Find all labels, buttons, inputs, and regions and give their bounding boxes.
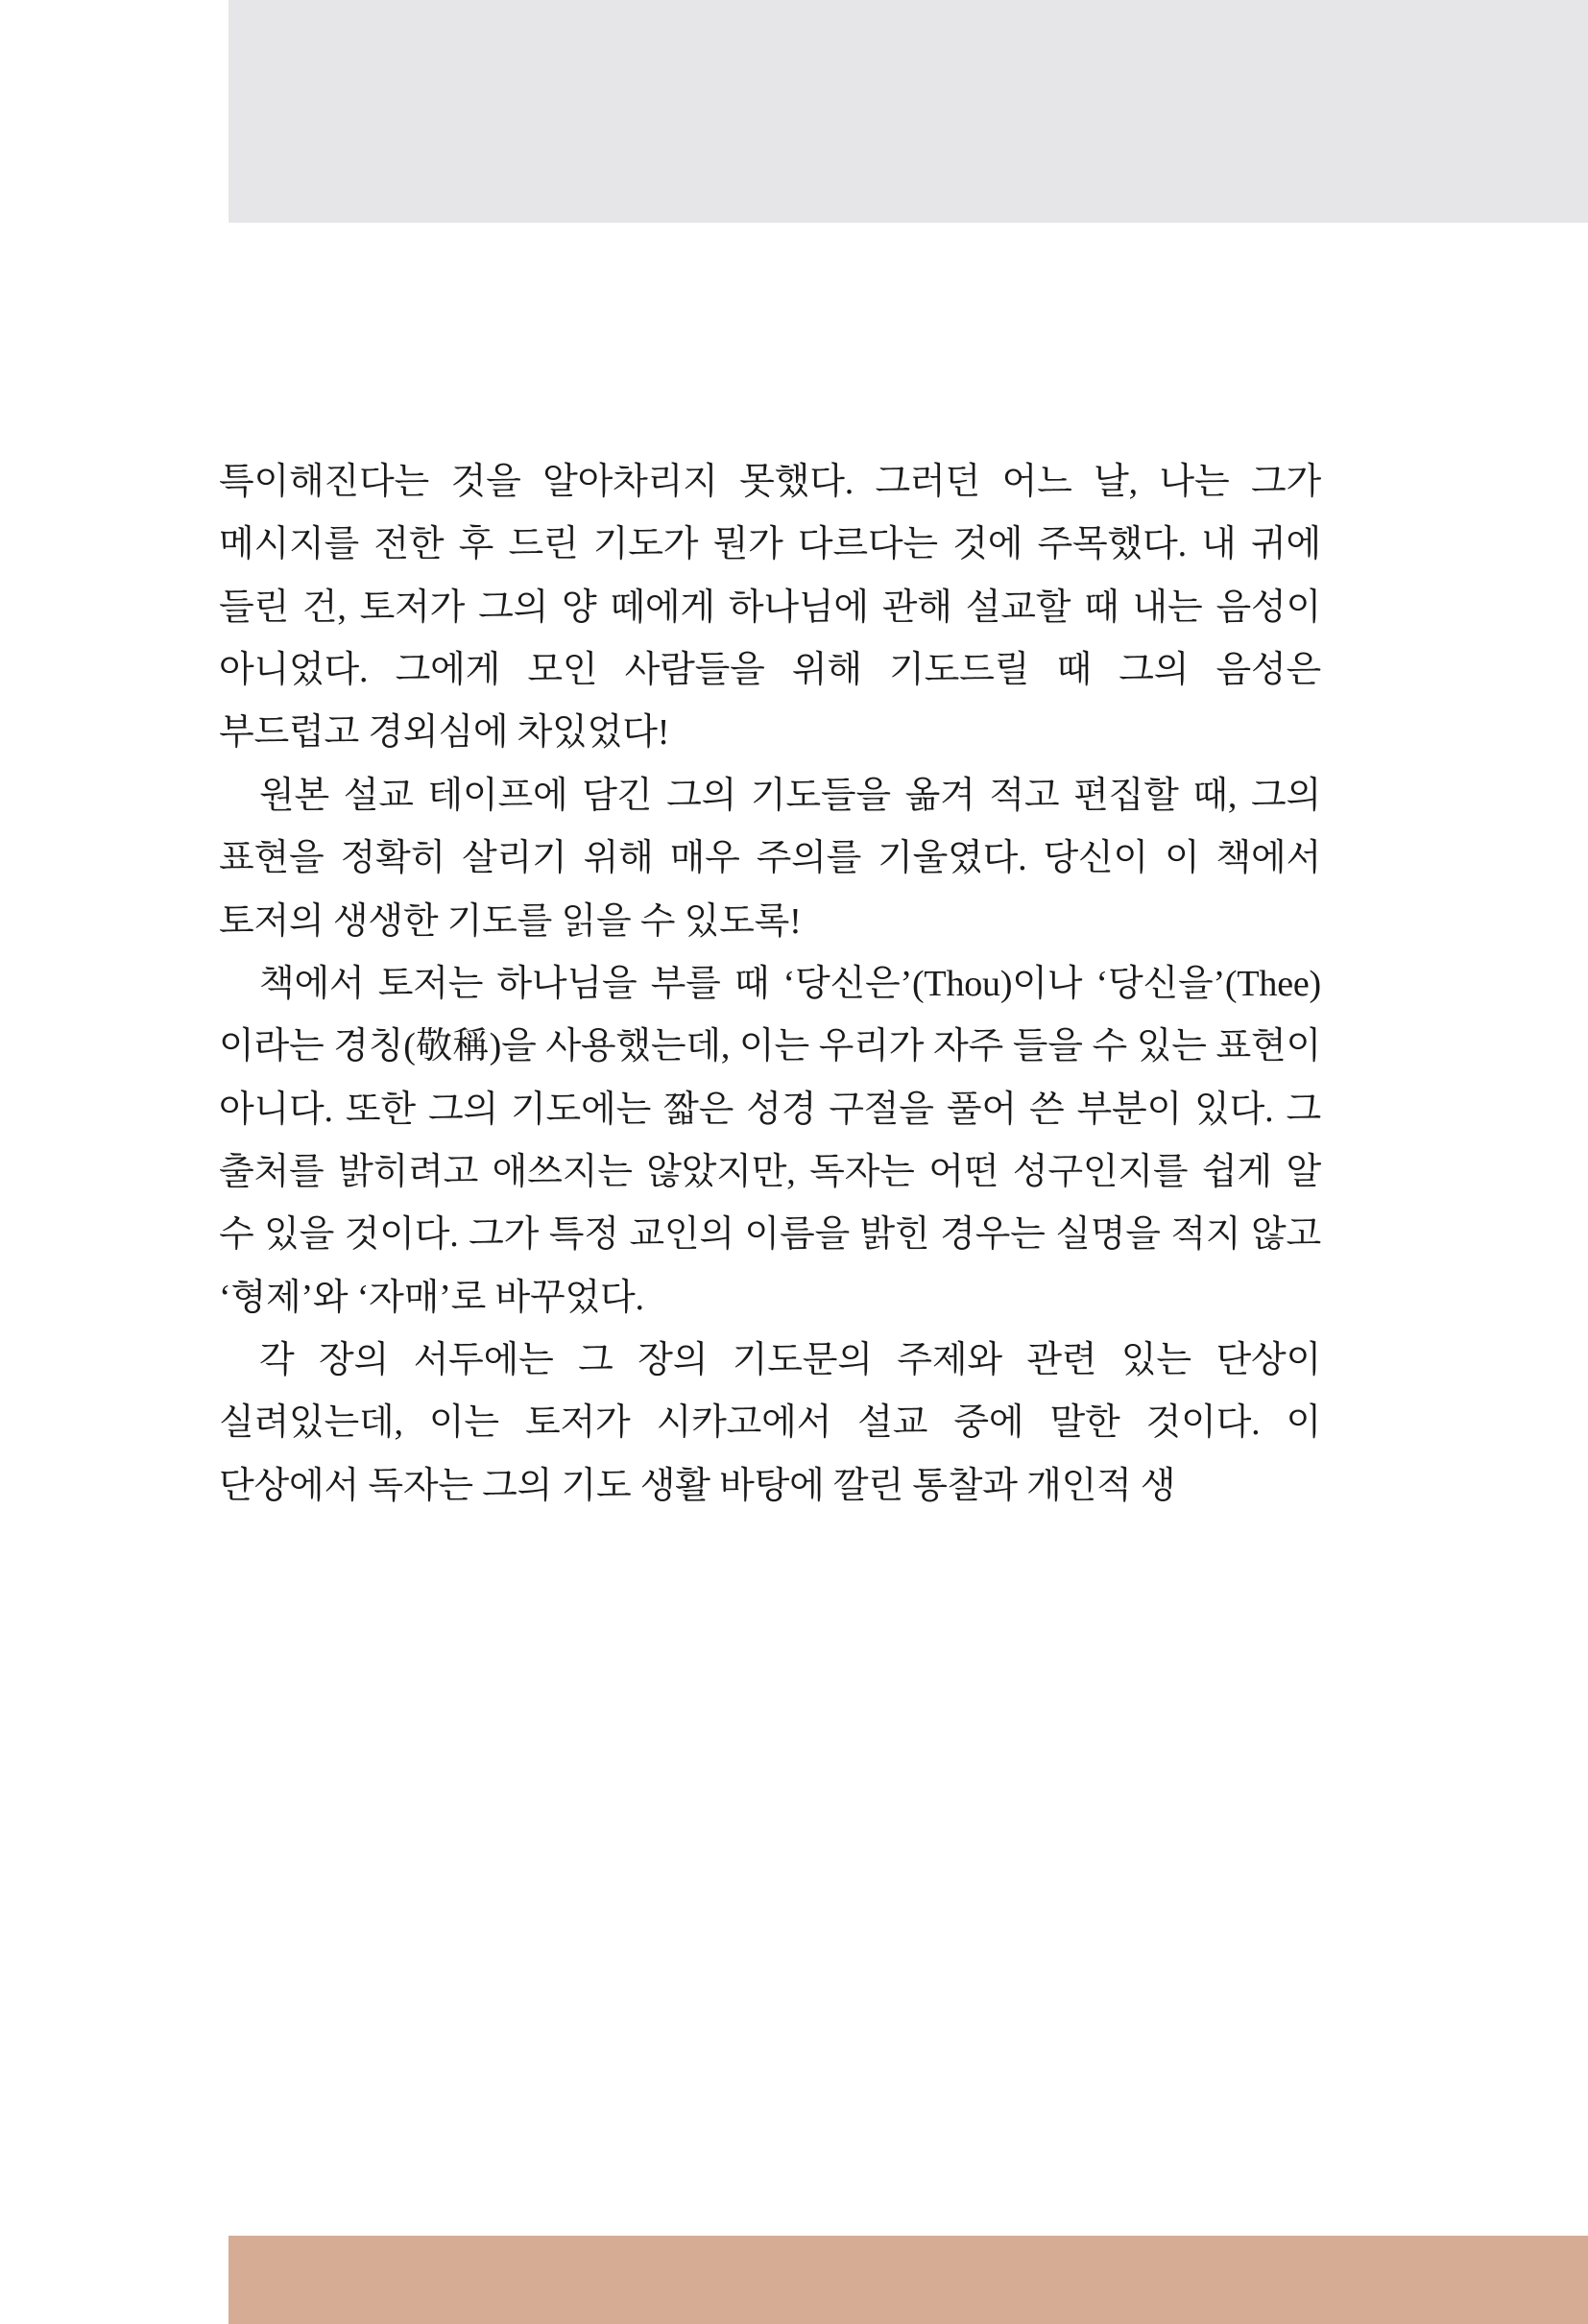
- paragraph: 책에서 토저는 하나님을 부를 때 ‘당신은’(Thou)이나 ‘당신을’(Thee)이라는 경칭(敬稱)을 사용했는데, 이는 우리가 자주 들을 수 있는 표현이 아니다. 또한 그의 기도에는 짧은 성경 구절을 풀어 쓴 부분이 있다. 그 출처를 밝히려고 애쓰지는 않았지만, 독자는 어떤 성구인지를 쉽게 알 수 있을 것이다. 그가 특정 교인의 이름을 밝힌 경우는 실명을 적지 않고 ‘형제’와 ‘자매’로 바꾸었다.: [219, 963, 1321, 1318]
- paragraph: 각 장의 서두에는 그 장의 기도문의 주제와 관련 있는 단상이 실려있는데, 이는 토저가 시카고에서 설교 중에 말한 것이다. 이 단상에서 독자는 그의 기도 생활 바탕에 깔린 통찰과 개인적 생: [219, 1340, 1321, 1506]
- bottom-decorative-band: [229, 2236, 1588, 2324]
- paragraph: 원본 설교 테이프에 담긴 그의 기도들을 옮겨 적고 편집할 때, 그의 표현을 정확히 살리기 위해 매우 주의를 기울였다. 당신이 이 책에서 토저의 생생한 기도를 읽을 수 있도록!: [219, 775, 1321, 942]
- page-body-text: [219, 451, 1321, 1518]
- left-margin-strip: [0, 0, 229, 2324]
- paragraph: 특이해진다는 것을 알아차리지 못했다. 그러던 어느 날, 나는 그가 메시지를 전한 후 드린 기도가 뭔가 다르다는 것에 주목했다. 내 귀에 들린 건, 토저가 그의 양 떼에게 하나님에 관해 설교할 때 내는 음성이 아니었다. 그에게 모인 사람들을 위해 기도드릴 때 그의 음성은 부드럽고 경외심에 차있었다!: [219, 462, 1321, 754]
- top-decorative-band: [229, 0, 1588, 223]
